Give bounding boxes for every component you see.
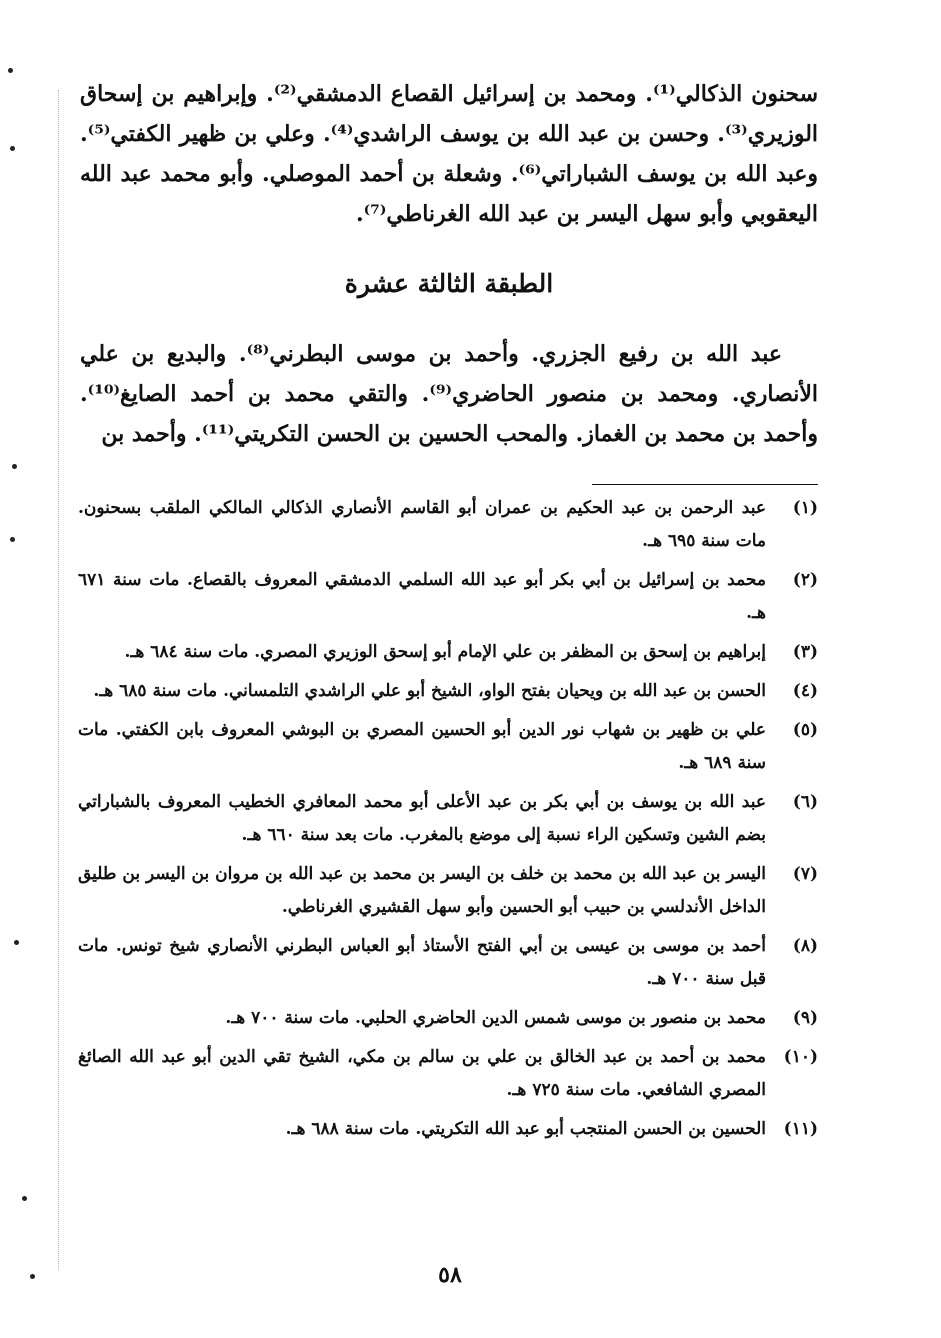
scan-speck <box>14 940 19 945</box>
scan-speck <box>8 68 13 73</box>
footnote-number: (١٠) <box>783 1047 818 1067</box>
footnote-number: (٢) <box>792 570 818 590</box>
scan-speck <box>22 1196 27 1201</box>
footnote-3 <box>78 636 818 669</box>
footnote-number: (٥) <box>792 720 818 740</box>
footnote-number: (٣) <box>792 642 818 662</box>
footnote-number: (٦) <box>792 792 818 812</box>
footnote-text: أحمد بن موسى بن عيسى بن أبي الفتح الأستاذ أبو العباس البطرني الأنصاري شيخ تونس. مات قبل سنة ٧٠٠ هـ. <box>78 936 766 989</box>
footnote-separator <box>592 484 818 485</box>
body-paragraph-1: سحنون الذكالي⁽¹⁾. ومحمد بن إسرائيل القصاع الدمشقي⁽²⁾. وإبراهيم بن إسحاق الوزيري⁽³⁾. وحسن بن عبد الله بن يوسف الراشدي⁽⁴⁾. وعلي بن ظهير الكفتي⁽⁵⁾. وعبد الله بن يوسف الشباراتي⁽⁶⁾. وشعلة بن أحمد الموصلي. وأبو محمد عبد الله اليعقوبي وأبو سهل اليسر بن عبد الله الغرناطي⁽⁷⁾. <box>80 81 819 227</box>
footnote-number: (٩) <box>792 1008 818 1028</box>
footnote-6 <box>78 786 818 852</box>
footnote-text: محمد بن إسرائيل بن أبي بكر أبو عبد الله السلمي الدمشقي المعروف بالقصاع. مات سنة ٦٧١ هـ. <box>78 570 766 623</box>
footnote-11 <box>78 1113 818 1146</box>
footnote-8 <box>78 930 818 996</box>
footnote-text: الحسين بن الحسن المنتجب أبو عبد الله التكريتي. مات سنة ٦٨٨ هـ. <box>285 1119 766 1139</box>
binding-edge <box>58 90 60 1270</box>
scan-speck <box>10 146 15 151</box>
scan-speck <box>12 464 17 469</box>
footnote-number: (١١) <box>783 1119 818 1139</box>
scan-speck <box>30 1274 35 1279</box>
footnote-7 <box>78 858 818 924</box>
footnote-text: عبد الرحمن بن عبد الحكيم بن عمران أبو القاسم الأنصاري الذكالي المالكي الملقب بسحنون. مات سنة ٦٩٥ هـ. <box>78 498 766 551</box>
footnote-text: محمد بن منصور بن موسى شمس الدين الحاضري الحلبي. مات سنة ٧٠٠ هـ. <box>225 1008 766 1028</box>
footnote-number: (١) <box>792 498 818 518</box>
footnotes-list <box>78 492 818 1152</box>
footnote-text: الحسن بن عبد الله بن ويحيان بفتح الواو، الشيخ أبو علي الراشدي التلمساني. مات سنة ٦٨٥ هـ. <box>93 681 766 701</box>
footnote-text: عبد الله بن يوسف بن أبي بكر بن عبد الأعلى أبو محمد المعافري الخطيب المعروف بالشباراتي بضم الشين وتسكين الراء نسبة إلى موضع بالمغرب. مات بعد سنة ٦٦٠ هـ. <box>78 792 766 845</box>
footnote-text: إبراهيم بن إسحق بن المظفر بن علي الإمام أبو إسحق الوزيري المصري. مات سنة ٦٨٤ هـ. <box>124 642 766 662</box>
page-number: ٥٨ <box>438 1262 462 1288</box>
footnote-10 <box>78 1041 818 1107</box>
section-heading: الطبقة الثالثة عشرة <box>344 269 554 298</box>
footnote-number: (٤) <box>792 681 818 701</box>
body-paragraph-2: عبد الله بن رفيع الجزري. وأحمد بن موسى البطرني⁽⁸⁾. والبديع بن علي الأنصاري. ومحمد بن منصور الحاضري⁽⁹⁾. والتقي محمد بن أحمد الصايغ⁽¹⁰⁾. وأحمد بن محمد بن الغماز. والمحب الحسين بن الحسن التكريتي⁽¹¹⁾. وأحمد بن <box>80 341 818 447</box>
footnote-2 <box>78 564 818 630</box>
footnote-4 <box>78 675 818 708</box>
footnote-number: (٨) <box>792 936 818 956</box>
footnote-1 <box>78 492 818 558</box>
footnote-number: (٧) <box>792 864 818 884</box>
footnote-text: علي بن ظهير بن شهاب نور الدين أبو الحسين المصري بن البوشي المعروف بابن الكفتي. مات سنة ٦٨٩ هـ. <box>78 720 766 773</box>
footnote-text: محمد بن أحمد بن عبد الخالق بن علي بن سالم بن مكي، الشيخ تقي الدين أبو عبد الله الصائغ المصري الشافعي. مات سنة ٧٢٥ هـ. <box>78 1047 766 1100</box>
footnote-text: اليسر بن عبد الله بن محمد بن خلف بن اليسر بن محمد بن عبد الله بن مروان بن اليسر بن طليق الداخل الأندلسي بن حبيب أبو الحسين وأبو سهل القشيري الغرناطي. <box>78 864 766 917</box>
footnote-5 <box>78 714 818 780</box>
footnote-9 <box>78 1002 818 1035</box>
scan-speck <box>10 537 15 542</box>
